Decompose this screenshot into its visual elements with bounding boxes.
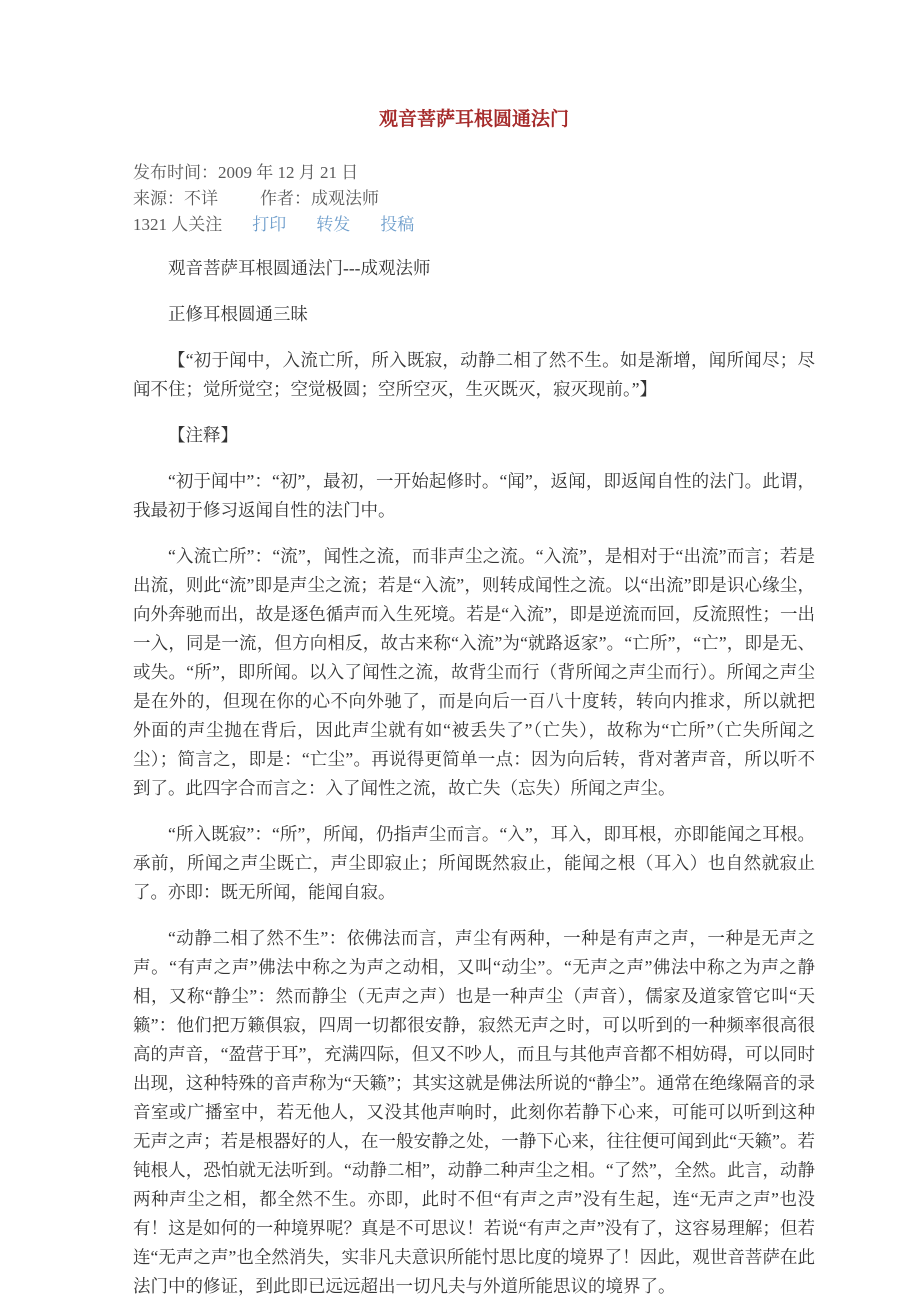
article-paragraph: 正修耳根圆通三昧	[168, 304, 308, 324]
article-paragraph: “所入既寂”：“所”，所闻，仍指声尘而言。“入”，耳入，即耳根，亦即能闻之耳根。承前，所闻之声尘既亡，声尘即寂止；所闻既然寂止，能闻之根（耳入）也自然就寂止了。亦即：既无所闻，能闻自寂。	[133, 824, 815, 902]
article-paragraph: “入流亡所”：“流”，闻性之流，而非声尘之流。“入流”，是相对于“出流”而言；若是出流，则此“流”即是声尘之流；若是“入流”，则转成闻性之流。以“出流”即是识心缘尘，向外奔驰而出，故是逐色循声而入生死境。若是“入流”，即是逆流而回，反流照性；一出一入，同是一流，但方向相反，故古来称“入流”为“就路返家”。“亡所”，“亡”，即是无、或失。“所”，即所闻。以入了闻性之流，故背尘而行（背所闻之声尘而行）。所闻之声尘是在外的，但现在你的心不向外驰了，而是向后一百八十度转，转向内推求，所以就把外面的声尘抛在背后，因此声尘就有如“被丢失了”（亡失），故称为“亡所”（亡失所闻之尘）；简言之，即是：“亡尘”。再说得更简单一点：因为向后转，背对著声音，所以听不到了。此四字合而言之：入了闻性之流，故亡失（忘失）所闻之声尘。	[133, 546, 815, 798]
article-body	[133, 254, 815, 1301]
followers-actions-row	[133, 212, 815, 238]
submit-link[interactable]: 投稿	[380, 215, 415, 234]
article-paragraph: 【“初于闻中，入流亡所，所入既寂，动静二相了然不生。如是渐增，闻所闻尽；尽闻不住；觉所觉空；空觉极圆；空所空灭，生灭既灭，寂灭现前。”】	[133, 350, 815, 399]
article-paragraph: “动静二相了然不生”：依佛法而言，声尘有两种，一种是有声之声，一种是无声之声。“有声之声”佛法中称之为声之动相，又叫“动尘”。“无声之声”佛法中称之为声之静相，又称“静尘”：然而静尘（无声之声）也是一种声尘（声音），儒家及道家管它叫“天籁”：他们把万籁俱寂，四周一切都很安静，寂然无声之时，可以听到的一种频率很高很高的声音，“盈营于耳”，充满四际，但又不吵人，而且与其他声音都不相妨碍，可以同时出现，这种特殊的音声称为“天籁”；其实这就是佛法所说的“静尘”。通常在绝缘隔音的录音室或广播室中，若无他人，又没其他声响时，此刻你若静下心来，可能可以听到这种无声之声；若是根器好的人，在一般安静之处，一静下心来，往往便可闻到此“天籁”。若钝根人，恐怕就无法听到。“动静二相”，动静二种声尘之相。“了然”，全然。此言，动静两种声尘之相，都全然不生。亦即，此时不但“有声之声”没有生起，连“无声之声”也没有！这是如何的一种境界呢？真是不可思议！若说“有声之声”没有了，这容易理解；但若连“无声之声”也全然消失，实非凡夫意识所能忖思比度的境界了！因此，观世音菩萨在此法门中的修证，到此即已远远超出一切凡夫与外道所能思议的境界了。	[133, 928, 815, 1296]
author-label: 作者：成观法师	[260, 189, 379, 208]
publish-date: 发布时间：2009 年 12 月 21 日	[133, 163, 359, 182]
article-paragraph: 观音菩萨耳根圆通法门---成观法师	[168, 258, 431, 278]
article-meta	[133, 160, 815, 238]
action-links	[222, 215, 414, 234]
source-author-row	[133, 186, 815, 212]
print-link[interactable]: 打印	[252, 215, 287, 234]
forward-link[interactable]: 转发	[316, 215, 351, 234]
page-title: 观音菩萨耳根圆通法门	[378, 109, 569, 130]
article-paragraph: 【注释】	[168, 425, 238, 445]
followers-count: 1321 人关注	[133, 215, 223, 234]
article-paragraph: “初于闻中”：“初”，最初，一开始起修时。“闻”，返闻，即返闻自性的法门。此谓，我最初于修习返闻自性的法门中。	[133, 471, 815, 520]
source-label: 来源：不详	[133, 189, 218, 208]
